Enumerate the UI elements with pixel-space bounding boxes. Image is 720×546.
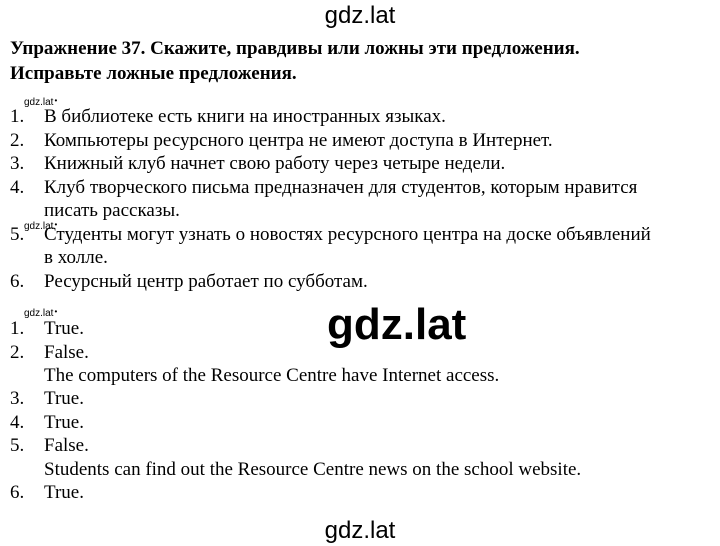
exercise-title-line1: Упражнение 37. Скажите, правдивы или ложны эти предложения.: [10, 38, 580, 59]
answer-text: True.: [44, 412, 84, 433]
answer-text: False.: [44, 342, 89, 363]
sentence-item-5: [10, 223, 651, 246]
watermark-small-3: gdz.lat •: [24, 306, 57, 320]
sentence-number: 5.: [10, 224, 25, 245]
sentence-text: В библиотеке есть книги на иностранных языках.: [44, 106, 446, 127]
answer-number: 3.: [10, 388, 25, 409]
watermark-bottom: gdz.lat: [324, 517, 396, 544]
answer-text: False.: [44, 435, 89, 456]
answer-text: True.: [44, 388, 84, 409]
exercise-title-line2: Исправьте ложные предложения.: [10, 63, 297, 84]
answer-item-1: [10, 317, 84, 340]
answer-text: True.: [44, 318, 84, 339]
answer-number: 4.: [10, 412, 25, 433]
sentence-item-4: [10, 176, 637, 199]
answer-correction-5: Students can find out the Resource Centre news on the school website.: [44, 459, 582, 480]
sentence-item-5-continuation: в холле.: [44, 247, 108, 268]
answer-item-4: [10, 411, 84, 434]
sentence-item-2: [10, 129, 553, 152]
sentence-item-1: [10, 105, 446, 128]
sentence-number: 1.: [10, 106, 25, 127]
answer-item-3: [10, 387, 84, 410]
sentence-item-4-continuation: писать рассказы.: [44, 200, 180, 221]
answer-item-5: [10, 434, 89, 457]
sentence-number: 2.: [10, 130, 25, 151]
answer-correction-2: The computers of the Resource Centre have Internet access.: [44, 365, 500, 386]
sentence-text: Клуб творческого письма предназначен для студентов, которым нравится: [44, 177, 638, 198]
watermark-small-2: gdz.lat •: [24, 219, 57, 233]
answer-number: 2.: [10, 342, 25, 363]
answer-text: True.: [44, 482, 84, 503]
answer-number: 6.: [10, 482, 25, 503]
sentence-number: 3.: [10, 153, 25, 174]
sentence-number: 6.: [10, 271, 25, 292]
sentence-item-6: [10, 270, 368, 293]
answer-number: 1.: [10, 318, 25, 339]
sentence-text: Ресурсный центр работает по субботам.: [44, 271, 368, 292]
sentence-text: Студенты могут узнать о новостях ресурсного центра на доске объявлений: [44, 224, 651, 245]
exercise-title: [10, 36, 715, 86]
answer-item-2: [10, 341, 89, 364]
answer-number: 5.: [10, 435, 25, 456]
watermark-top: gdz.lat: [324, 2, 396, 29]
sentence-text: Книжный клуб начнет свою работу через четыре недели.: [44, 153, 506, 174]
watermark-small-1: gdz.lat •: [24, 95, 57, 109]
answer-item-6: [10, 481, 84, 504]
sentence-item-3: [10, 152, 505, 175]
watermark-big: gdz.lat: [327, 300, 467, 349]
sentence-number: 4.: [10, 177, 25, 198]
sentence-text: Компьютеры ресурсного центра не имеют доступа в Интернет.: [44, 130, 553, 151]
